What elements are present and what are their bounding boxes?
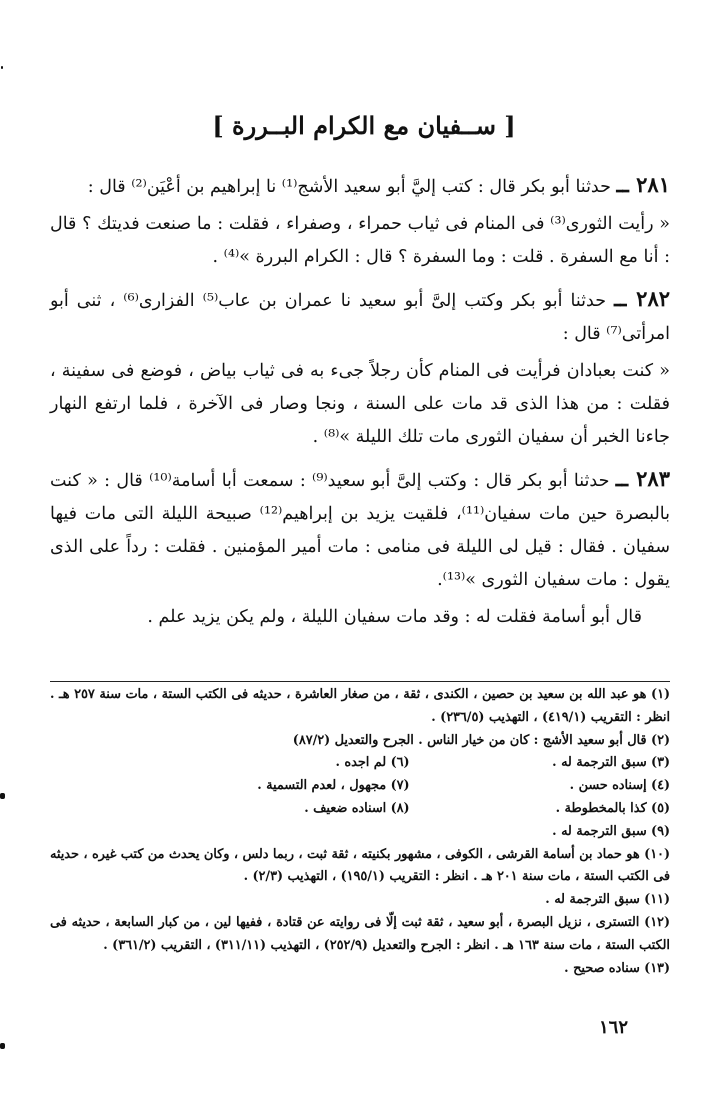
hadith-text: حدثنا أبو بكر قال : وكتب إلىَّ أبو سعيد⁽⁹⁾ : سمعت أبا أسامة⁽¹⁰⁾ قال : « كنت بالبصرة حين مات سفيان⁽¹¹⁾، فلقيت يزيد بن إبراهيم⁽¹²⁾ صبيحة الليلة التى مات فيها سفيان . فقال : قيل لى الليلة فى منامى : مات أمير المؤمنين . فقلت : رداً على الذى يقول : مات سفيان الثورى »⁽¹³⁾.: [50, 471, 670, 590]
hadith-number: ٢٨٢ ــ: [614, 286, 671, 311]
main-text: [50, 160, 670, 634]
footnote: (١) هو عبد الله بن سعيد بن حصين ، الكندى ، ثقة ، من صغار العاشرة ، حديثه فى الكتب الستة ، مات سنة ٢٥٧ هـ . انظر : التقريب (٤١٩/١) ، التهذيب (٢٣٦/٥) .: [50, 687, 670, 725]
footnote: (٤) إسناده حسن .: [569, 778, 670, 794]
hadith-text: حدثنا أبو بكر قال : كتب إليَّ أبو سعيد الأشج⁽¹⁾ نا إبراهيم بن أعْيَن⁽²⁾ قال :: [87, 177, 611, 197]
footnote: (٢) قال أبو سعيد الأشج : كان من خيار الناس . الجرح والتعديل (٨٧/٢): [292, 732, 670, 748]
scan-mark: [1, 66, 3, 69]
hadith-text: حدثنا أبو بكر وكتب إلىَّ أبو سعيد نا عمران بن عاب⁽⁵⁾ الفزارى⁽⁶⁾ ، ثنى أبو امرأتى⁽⁷⁾ قال :: [50, 291, 670, 344]
hadith-paragraph: [50, 282, 670, 351]
scan-mark: [0, 1043, 5, 1049]
hadith-paragraph: [50, 462, 670, 597]
footnote: (٣) سبق الترجمة له .: [552, 755, 670, 771]
footnote-row: [50, 798, 670, 821]
footnote: (٧) مجهول ، لعدم التسمية .: [257, 778, 410, 794]
footnotes: [50, 684, 670, 980]
closing-paragraph: قال أبو أسامة فقلت له : وقد مات سفيان الليلة ، ولم يكن يزيد علم .: [147, 607, 642, 627]
scan-mark: [0, 793, 5, 799]
hadith-number: ٢٨١ ــ: [616, 172, 670, 197]
footnote: (٥) كذا بالمخطوطة .: [555, 800, 670, 816]
footnote: (٩) سبق الترجمة له .: [552, 823, 670, 839]
footnote: (١٠) هو حماد بن أسامة القرشى ، الكوفى ، مشهور بكنيته ، ثقة ثبت ، ربما دلس ، وكان يحدث من كتب غيره ، حديثه فى الكتب الستة ، مات سنة ٢٠١ هـ . انظر : التقريب (١٩٥/١) ، التهذيب (٢/٣) .: [50, 846, 670, 885]
footnote: (١٣) سناده صحيح .: [564, 960, 670, 976]
footnote-row: [50, 752, 670, 775]
quote-paragraph: « كنت بعبادان فرأيت فى المنام كأن رجلاً جىء به فى ثياب بياض ، فوضع فى سفينة ، فقلت : من هذا الذى قد مات على السنة ، ونجا وصار فى الآخرة ، فلما ارتفع النهار جاءنا الخبر أن سفيان الثورى مات تلك الليلة »⁽⁸⁾ .: [50, 361, 670, 447]
page-number: ١٦٢: [598, 1017, 628, 1038]
footnote: (١٢) التسترى ، نزيل البصرة ، أبو سعيد ، ثقة ثبت إلّا فى روايته عن قتادة ، ففيها لين ، من كبار السابعة ، حديثه فى الكتب الستة ، مات سنة ١٦٣ هـ . انظر : الجرح والتعديل (٢٥٢/٩) ، التهذيب (٣١١/١١) ، التقريب (٣٦١/٢) .: [50, 914, 670, 953]
footnote: (٨) اسناده ضعيف .: [304, 800, 410, 816]
footnote-divider: [50, 681, 670, 682]
footnote: (١١) سبق الترجمة له .: [545, 892, 670, 908]
footnote-row: [50, 775, 670, 798]
hadith-paragraph: [50, 168, 670, 204]
hadith-number: ٢٨٣ ــ: [615, 466, 670, 491]
footnote: (٦) لم اجده .: [335, 755, 410, 771]
quote-paragraph: « رأيت الثورى⁽³⁾ فى المنام فى ثياب حمراء ، وصفراء ، فقلت : ما صنعت فديتك ؟ قال : أنا مع السفرة . قلت : وما السفرة ؟ قال : الكرام البررة »⁽⁴⁾ .: [50, 214, 670, 267]
section-title: [ ســفيان مع الكرام البــررة ]: [212, 111, 516, 140]
